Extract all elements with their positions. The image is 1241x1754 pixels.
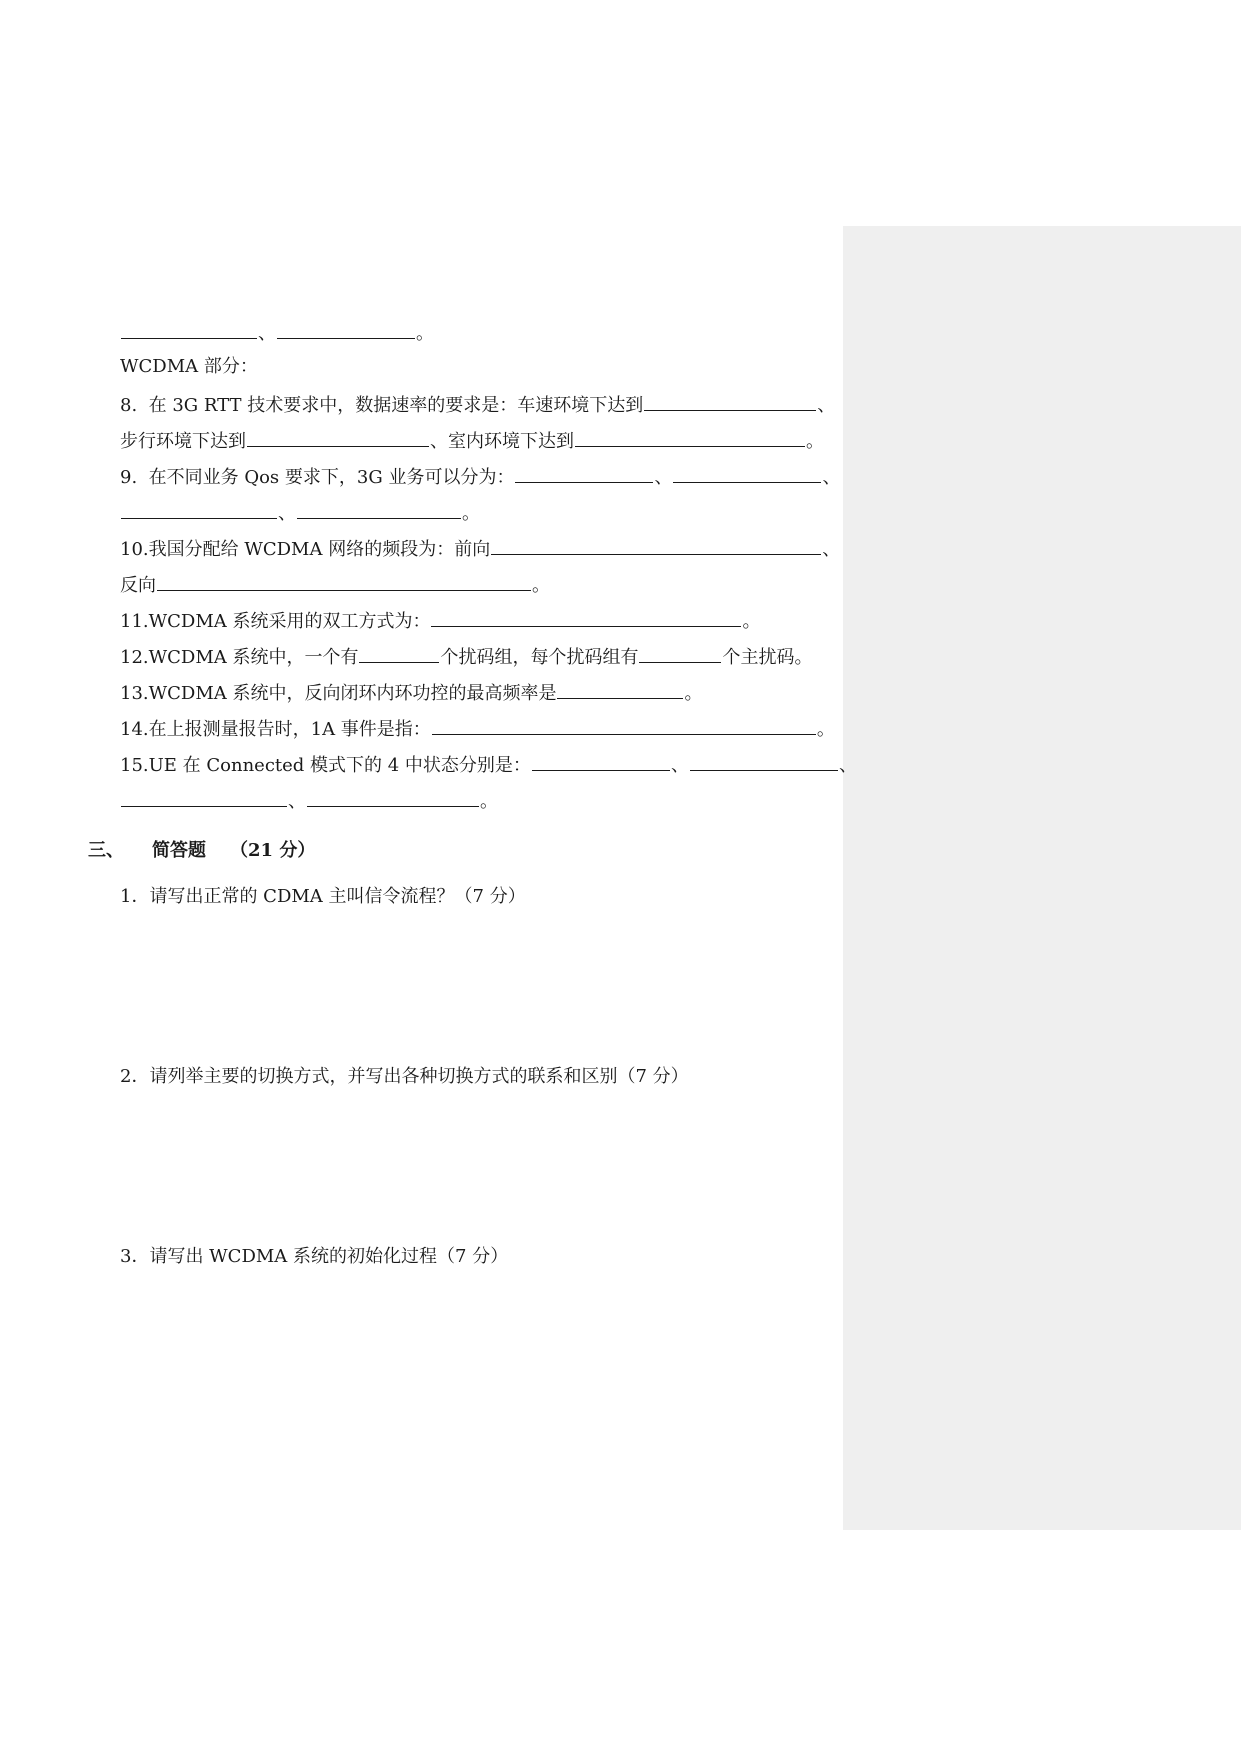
short-answer-question-3: 3．请写出 WCDMA 系统的初始化过程（7 分）	[120, 1246, 509, 1267]
answer-blank[interactable]	[491, 534, 821, 555]
section-title: 简答题	[152, 840, 206, 861]
answer-blank[interactable]	[247, 426, 429, 447]
section-number: 三、	[88, 840, 124, 861]
section-score: （21 分）	[230, 840, 316, 861]
answer-blank[interactable]	[121, 786, 287, 807]
answer-blank[interactable]	[431, 606, 741, 627]
question-13: 13.WCDMA 系统中，反向闭环内环功控的最高频率是 。	[120, 678, 702, 704]
short-answer-question-2: 2．请列举主要的切换方式，并写出各种切换方式的联系和区别（7 分）	[120, 1066, 689, 1087]
question-14: 14.在上报测量报告时，1A 事件是指： 。	[120, 714, 835, 740]
answer-blank[interactable]	[690, 750, 838, 771]
question-10-line-1: 10.我国分配给 WCDMA 网络的频段为：前向 、	[120, 534, 840, 560]
answer-blank[interactable]	[557, 678, 683, 699]
answer-blank[interactable]	[532, 750, 670, 771]
answer-blank[interactable]	[575, 426, 805, 447]
question-15-line-2: 、 。	[120, 786, 498, 812]
question-15-line-1: 15.UE 在 Connected 模式下的 4 中状态分别是： 、 、	[120, 750, 857, 776]
answer-blank[interactable]	[297, 498, 461, 519]
answer-blank[interactable]	[307, 786, 479, 807]
section-3-heading	[88, 838, 315, 864]
question-10-line-2: 反向 。	[120, 570, 550, 596]
question-12: 12.WCDMA 系统中，一个有 个扰码组，每个扰码组有 个主扰码。	[120, 642, 812, 668]
answer-blank[interactable]	[644, 390, 816, 411]
answer-blank[interactable]	[432, 714, 816, 735]
answer-blank[interactable]	[121, 318, 257, 339]
answer-blank[interactable]	[121, 498, 277, 519]
answer-blank[interactable]	[639, 642, 721, 663]
question-8-line-2: 步行环境下达到 、室内环境下达到 。	[120, 426, 824, 452]
short-answer-question-1: 1．请写出正常的 CDMA 主叫信令流程？（7 分）	[120, 886, 526, 907]
question-11: 11.WCDMA 系统采用的双工方式为： 。	[120, 606, 760, 632]
answer-blank[interactable]	[359, 642, 439, 663]
answer-blank[interactable]	[277, 318, 415, 339]
wcdma-section-heading: WCDMA 部分：	[120, 356, 258, 377]
continuation-line: 、 。	[120, 318, 434, 344]
answer-blank[interactable]	[515, 462, 653, 483]
answer-blank[interactable]	[673, 462, 821, 483]
question-9-line-1: 9. 在不同业务 Qos 要求下，3G 业务可以分为： 、 、	[120, 462, 840, 488]
answer-blank[interactable]	[157, 570, 531, 591]
comment-pane	[843, 226, 1241, 1530]
question-8-line-1: 8. 在 3G RTT 技术要求中，数据速率的要求是：车速环境下达到 、	[120, 390, 835, 416]
question-9-line-2: 、 。	[120, 498, 480, 524]
